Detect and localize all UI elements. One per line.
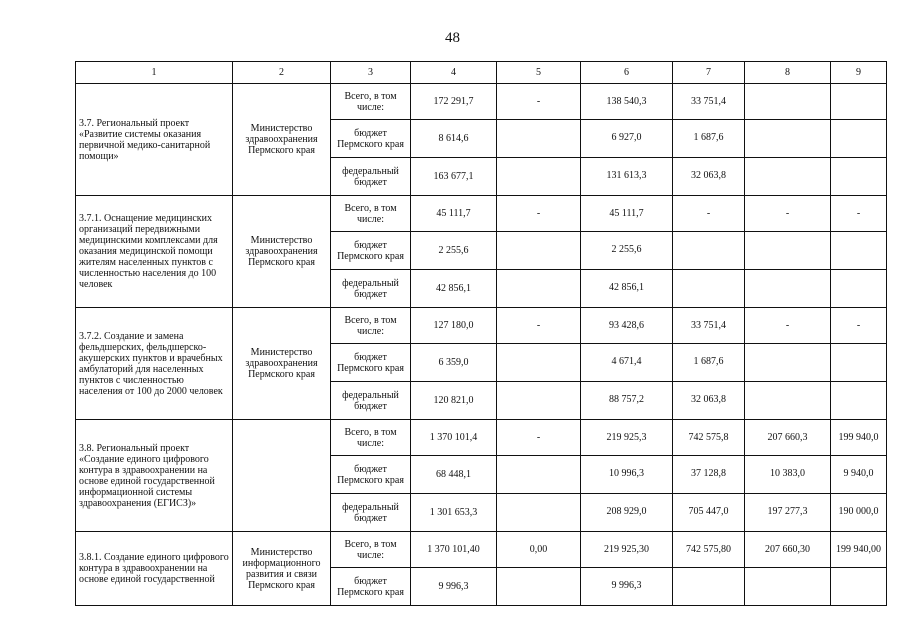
amount-cell-5: - <box>497 308 581 344</box>
amount-cell-5: - <box>497 420 581 456</box>
amount-cell-8 <box>745 270 831 308</box>
amount-cell-4: 2 255,6 <box>411 232 497 270</box>
amount-cell-5 <box>497 456 581 494</box>
amount-cell-7 <box>673 568 745 606</box>
amount-cell-7: 1 687,6 <box>673 120 745 158</box>
amount-cell-5 <box>497 270 581 308</box>
amount-cell-6: 93 428,6 <box>581 308 673 344</box>
item-executor: Министерство здравоохранения Пермского края <box>233 84 331 196</box>
amount-cell-7: 32 063,8 <box>673 158 745 196</box>
amount-cell-6: 88 757,2 <box>581 382 673 420</box>
amount-cell-8: - <box>745 308 831 344</box>
item-executor: Министерство здравоохранения Пермского края <box>233 308 331 420</box>
item-executor: Министерство информационного развития и связи Пермского края <box>233 532 331 606</box>
amount-cell-4: 163 677,1 <box>411 158 497 196</box>
funding-source: бюджет Пермского края <box>331 568 411 606</box>
amount-cell-6: 10 996,3 <box>581 456 673 494</box>
amount-cell-5 <box>497 158 581 196</box>
amount-cell-4: 127 180,0 <box>411 308 497 344</box>
funding-source: Всего, в том числе: <box>331 420 411 456</box>
amount-cell-7: 32 063,8 <box>673 382 745 420</box>
amount-cell-8 <box>745 120 831 158</box>
column-header: 7 <box>673 62 745 84</box>
amount-cell-5 <box>497 344 581 382</box>
column-header: 9 <box>831 62 887 84</box>
amount-cell-9 <box>831 120 887 158</box>
table-header-row <box>76 62 887 84</box>
amount-cell-9 <box>831 344 887 382</box>
item-executor: Министерство здравоохранения Пермского края <box>233 196 331 308</box>
amount-cell-9 <box>831 232 887 270</box>
amount-cell-4: 172 291,7 <box>411 84 497 120</box>
amount-cell-7: 37 128,8 <box>673 456 745 494</box>
amount-cell-7: 33 751,4 <box>673 308 745 344</box>
amount-cell-8 <box>745 568 831 606</box>
amount-cell-4: 45 111,7 <box>411 196 497 232</box>
amount-cell-9 <box>831 270 887 308</box>
amount-cell-4: 1 301 653,3 <box>411 494 497 532</box>
item-description: 3.8. Региональный проект «Создание единого цифрового контура в здравоохранении на основе единой государственной информационной системы здравоохранения (ЕГИСЗ)» <box>76 420 233 532</box>
amount-cell-4: 68 448,1 <box>411 456 497 494</box>
amount-cell-7: 1 687,6 <box>673 344 745 382</box>
table-row <box>76 196 887 232</box>
amount-cell-6: 2 255,6 <box>581 232 673 270</box>
funding-source: Всего, в том числе: <box>331 532 411 568</box>
amount-cell-9 <box>831 568 887 606</box>
amount-cell-5: - <box>497 84 581 120</box>
column-header: 4 <box>411 62 497 84</box>
item-description: 3.8.1. Создание единого цифрового контура в здравоохранении на основе единой государственной <box>76 532 233 606</box>
amount-cell-9: 199 940,0 <box>831 420 887 456</box>
amount-cell-7 <box>673 270 745 308</box>
funding-source: бюджет Пермского края <box>331 232 411 270</box>
amount-cell-6: 219 925,3 <box>581 420 673 456</box>
amount-cell-4: 1 370 101,4 <box>411 420 497 456</box>
column-header: 1 <box>76 62 233 84</box>
amount-cell-8: 197 277,3 <box>745 494 831 532</box>
page-number: 48 <box>445 30 460 46</box>
amount-cell-6: 208 929,0 <box>581 494 673 532</box>
column-header: 6 <box>581 62 673 84</box>
amount-cell-7: 742 575,80 <box>673 532 745 568</box>
amount-cell-8: 207 660,3 <box>745 420 831 456</box>
amount-cell-8: 207 660,30 <box>745 532 831 568</box>
funding-source: Всего, в том числе: <box>331 308 411 344</box>
amount-cell-5: 0,00 <box>497 532 581 568</box>
funding-source: федеральный бюджет <box>331 382 411 420</box>
funding-source: федеральный бюджет <box>331 270 411 308</box>
column-header: 2 <box>233 62 331 84</box>
amount-cell-9: 9 940,0 <box>831 456 887 494</box>
amount-cell-6: 131 613,3 <box>581 158 673 196</box>
column-header: 5 <box>497 62 581 84</box>
amount-cell-9 <box>831 84 887 120</box>
amount-cell-4: 1 370 101,40 <box>411 532 497 568</box>
funding-source: федеральный бюджет <box>331 494 411 532</box>
funding-source: бюджет Пермского края <box>331 456 411 494</box>
amount-cell-9 <box>831 382 887 420</box>
amount-cell-9: 199 940,00 <box>831 532 887 568</box>
column-header: 8 <box>745 62 831 84</box>
amount-cell-5 <box>497 382 581 420</box>
amount-cell-9 <box>831 158 887 196</box>
amount-cell-6: 45 111,7 <box>581 196 673 232</box>
amount-cell-8 <box>745 84 831 120</box>
amount-cell-7: 33 751,4 <box>673 84 745 120</box>
amount-cell-8: 10 383,0 <box>745 456 831 494</box>
item-executor <box>233 420 331 532</box>
amount-cell-6: 4 671,4 <box>581 344 673 382</box>
amount-cell-7: 705 447,0 <box>673 494 745 532</box>
amount-cell-7: - <box>673 196 745 232</box>
amount-cell-8 <box>745 344 831 382</box>
amount-cell-9: - <box>831 308 887 344</box>
column-header: 3 <box>331 62 411 84</box>
item-description: 3.7.1. Оснащение медицинских организаций передвижными медицинскими комплексами для оказания медицинской помощи жителям населенных пунктов с численностью населения до 100 человек <box>76 196 233 308</box>
amount-cell-4: 6 359,0 <box>411 344 497 382</box>
amount-cell-6: 219 925,30 <box>581 532 673 568</box>
item-description: 3.7.2. Создание и замена фельдшерских, фельдшерско-акушерских пунктов и врачебных амбулаторий для населенных пунктов с численностью населения от 100 до 2000 человек <box>76 308 233 420</box>
amount-cell-9: - <box>831 196 887 232</box>
amount-cell-7: 742 575,8 <box>673 420 745 456</box>
funding-source: бюджет Пермского края <box>331 344 411 382</box>
table-row <box>76 420 887 456</box>
funding-source: Всего, в том числе: <box>331 84 411 120</box>
amount-cell-8 <box>745 382 831 420</box>
amount-cell-4: 42 856,1 <box>411 270 497 308</box>
item-description: 3.7. Региональный проект «Развитие системы оказания первичной медико-санитарной помощи» <box>76 84 233 196</box>
amount-cell-5 <box>497 232 581 270</box>
funding-source: Всего, в том числе: <box>331 196 411 232</box>
funding-source: федеральный бюджет <box>331 158 411 196</box>
amount-cell-8 <box>745 232 831 270</box>
amount-cell-7 <box>673 232 745 270</box>
amount-cell-5 <box>497 568 581 606</box>
amount-cell-6: 138 540,3 <box>581 84 673 120</box>
budget-table <box>75 61 887 606</box>
amount-cell-4: 120 821,0 <box>411 382 497 420</box>
table-row <box>76 532 887 568</box>
amount-cell-6: 6 927,0 <box>581 120 673 158</box>
amount-cell-5 <box>497 120 581 158</box>
amount-cell-4: 8 614,6 <box>411 120 497 158</box>
amount-cell-8: - <box>745 196 831 232</box>
amount-cell-4: 9 996,3 <box>411 568 497 606</box>
amount-cell-8 <box>745 158 831 196</box>
amount-cell-6: 9 996,3 <box>581 568 673 606</box>
amount-cell-5 <box>497 494 581 532</box>
table-row <box>76 84 887 120</box>
funding-source: бюджет Пермского края <box>331 120 411 158</box>
amount-cell-9: 190 000,0 <box>831 494 887 532</box>
table-row <box>76 308 887 344</box>
amount-cell-5: - <box>497 196 581 232</box>
amount-cell-6: 42 856,1 <box>581 270 673 308</box>
